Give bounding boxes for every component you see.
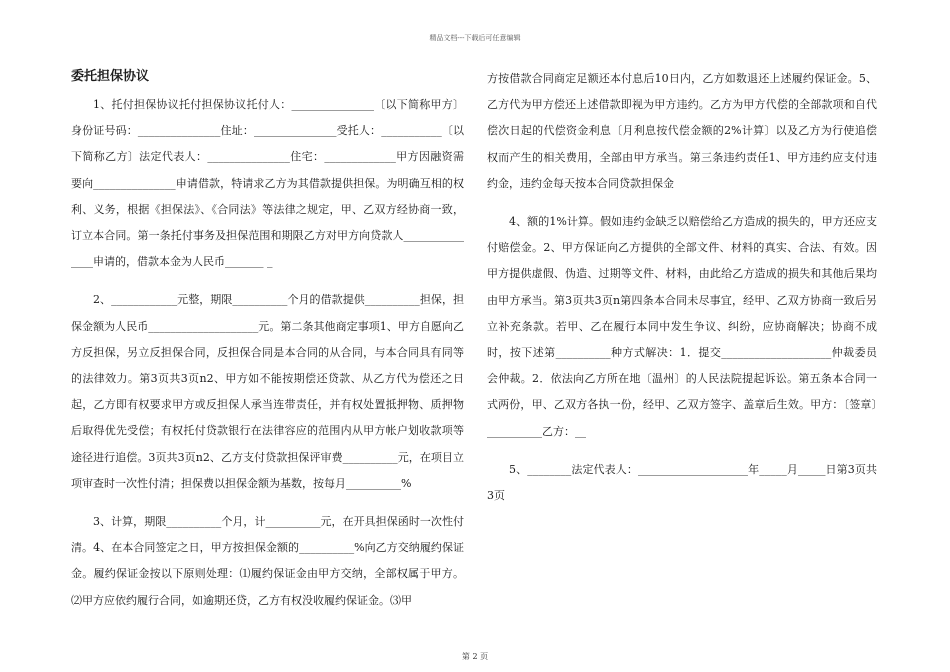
paragraph-4: 方按借款合同商定足额还本付息后10日内，乙方如数退还上述履约保证金。5、乙方代为甲方偿还上述借款即视为甲方违约。乙方为甲方代偿的全部款项和自代偿次日起的代偿资金利息〔月利息按代偿金额的2%计算〕以及乙方为行使追偿权而产生的相关费用，全部由甲方承当。第三条违约责任1、甲方违约应支付违约金，违约金每天按本合同贷款担保金 bbox=[487, 72, 877, 190]
paragraph-1: 1、托付担保协议托付担保协议托付人：_______________〔以下简称甲方〕身份证号码：_______________住址：_______________受托人：___________〔以下简称乙方〕法定代表人：_______________住宅：_____________甲方因融资需要向_______________申请借款，特请求乙方为其借款提供担保。为明确互相的权利、义务，根据《担保法》、《合同法》等法律之规定，甲、乙双方经协商一致，订立本合同。第一条托付事务及担保范围和期限乙方对甲方向贷款人_______________申请的，借款本金为人民币_______ _ bbox=[71, 98, 464, 269]
page-number: 第 2 页 bbox=[461, 652, 489, 661]
page-header: 精品文档---下载后可任意编辑 bbox=[429, 34, 521, 42]
paragraph-3: 3、计算，期限__________个月，计__________元，在开具担保函时一次性付清。4、在本合同签定之日，甲方按担保金额的__________%向乙方交纳履约保证金。履约保证金按以下原则处理：⑴履约保证金由甲方交纳，全部权属于甲方。⑵甲方应依约履行合同，如逾期还贷，乙方有权没收履约保证金。⑶甲 bbox=[71, 515, 464, 607]
paragraph-2: 2、____________元整，期限__________个月的借款提供__________担保，担保金额为人民币____________________元。第二条其他商定事项1、甲方自愿向乙方反担保，另立反担保合同，反担保合同是本合同的从合同，与本合同具有同等的法律效力。第3页共3页n2、甲方如不能按期偿还贷款、从乙方代为偿还之日起，乙方即有权要求甲方或反担保人承当连带责任，并有权处置抵押物、质押物后取得优先受偿；有权托付贷款银行在法律容应的范围内从甲方帐户划收款项等途径进行追偿。3页共3页n2、乙方支付贷款担保评审费__________元，在项目立项审查时一次性付清；担保费以担保金额为基数，按每月__________% bbox=[71, 293, 464, 490]
left-column bbox=[71, 66, 464, 614]
right-column bbox=[487, 66, 877, 509]
paragraph-spacer bbox=[487, 445, 877, 457]
paragraph-5: 4、额的1%计算。假如违约金缺乏以赔偿给乙方造成的损失的，甲方还应支付赔偿金。2、甲方保证向乙方提供的全部文件、材料的真实、合法、有效。因甲方提供虚假、伪造、过期等文件、材料，由此给乙方造成的损失和其他后果均由甲方承当。第3页共3页n第四条本合同未尽事宜，经甲、乙双方协商一致后另立补充条款。若甲、乙在履行本同中发生争议、纠纷，应协商解决；协商不成时，按下述第__________种方式解决：1．提交____________________仲裁委员会仲裁。2．依法向乙方所在地〔温州〕的人民法院提起诉讼。第五条本合同一式两份，甲、乙双方各执一份，经甲、乙双方签字、盖章后生效。甲方：〔签章〕__________乙方：__ bbox=[487, 215, 877, 438]
paragraph-6: 5、________法定代表人：____________________年_____月_____日第3页共3页 bbox=[487, 462, 877, 503]
paragraph-spacer bbox=[487, 197, 877, 209]
paragraph-spacer bbox=[71, 275, 464, 287]
document-title: 委托担保协议 bbox=[71, 69, 150, 84]
paragraph-spacer bbox=[71, 497, 464, 509]
